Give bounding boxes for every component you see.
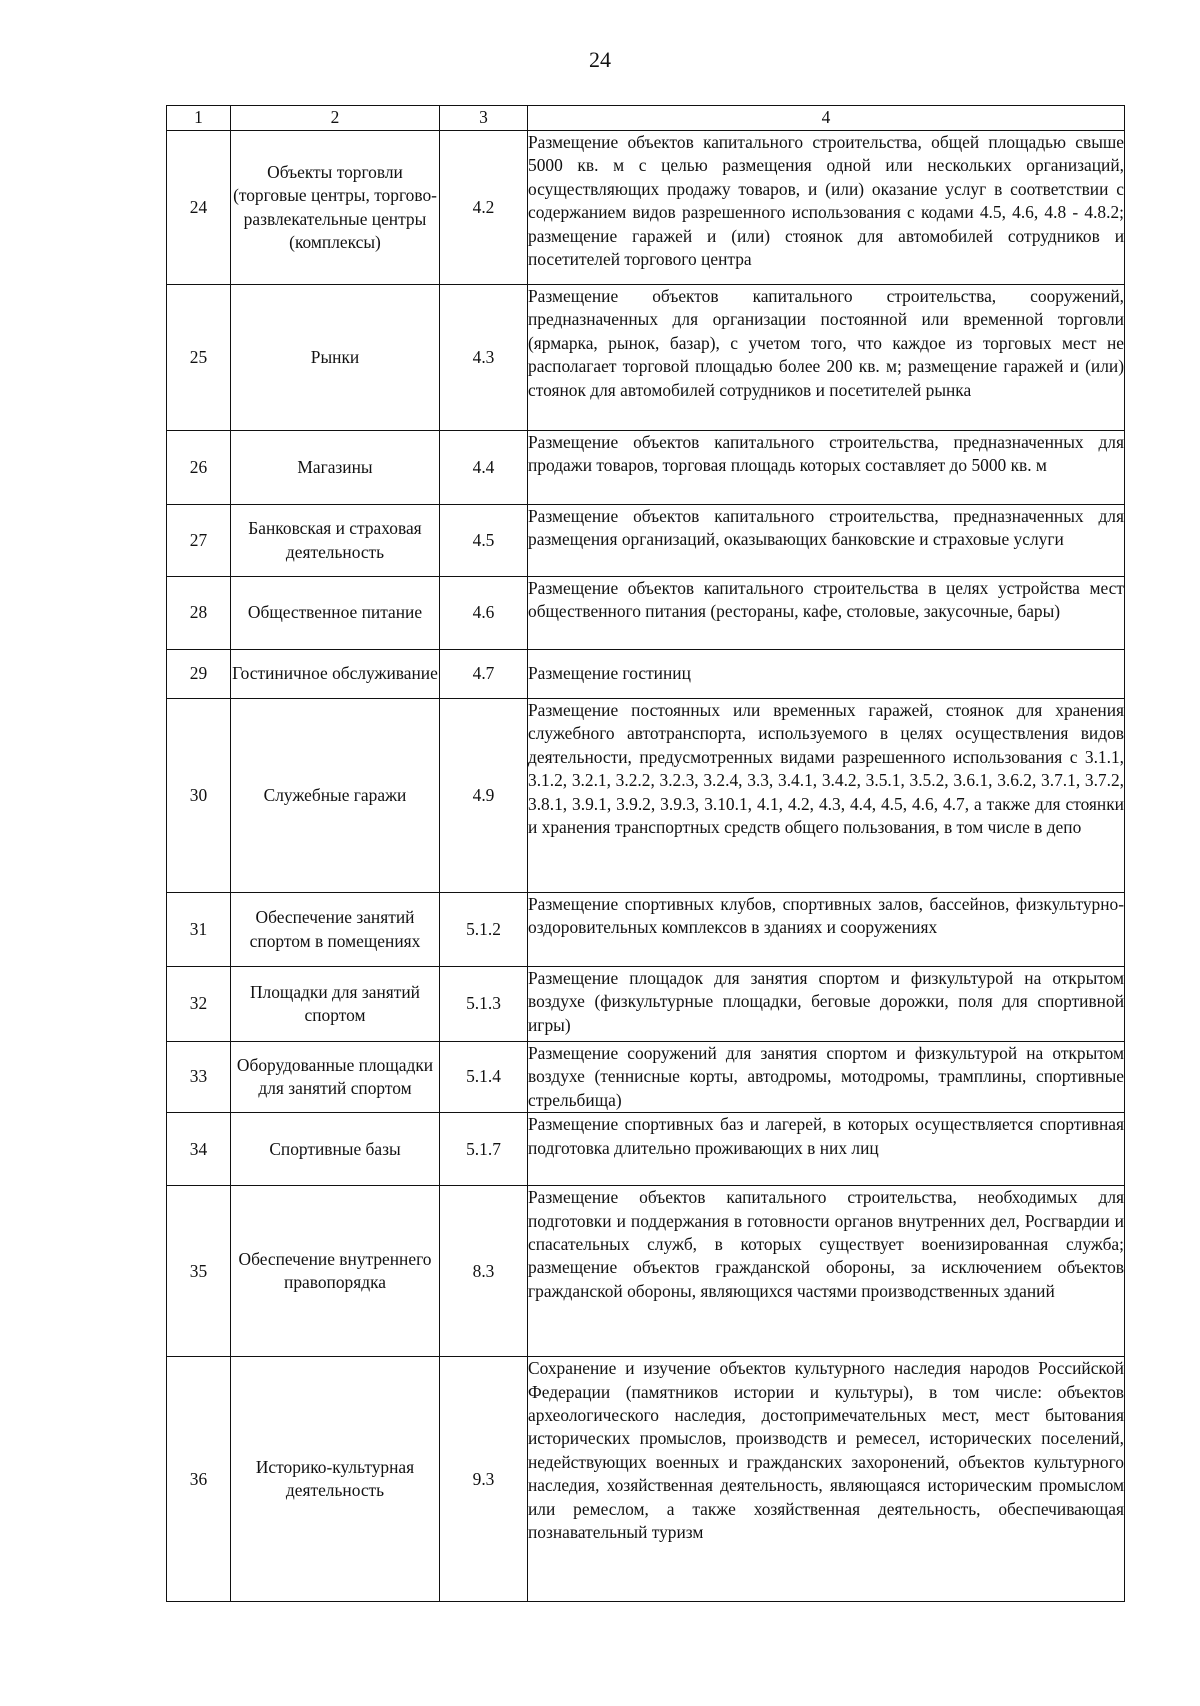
header-cell-number: 1: [167, 106, 231, 131]
header-cell-name: 2: [231, 106, 440, 131]
table-row: [167, 431, 1125, 505]
row-number: 28: [167, 577, 231, 650]
row-code: 4.3: [440, 285, 528, 431]
table-row: [167, 650, 1125, 699]
table-row: [167, 285, 1125, 431]
table-header-row: [167, 106, 1125, 131]
row-description: Размещение объектов капитального строительства, предназначенных для размещения организаций, оказывающих банковские и страховые услуги: [528, 505, 1125, 577]
row-number: 32: [167, 967, 231, 1042]
row-code: 4.9: [440, 699, 528, 893]
table-row: [167, 1113, 1125, 1186]
table-row: [167, 577, 1125, 650]
row-number: 27: [167, 505, 231, 577]
row-name: Оборудованные площадки для занятий спортом: [231, 1042, 440, 1113]
row-description: Размещение сооружений для занятия спортом и физкультурой на открытом воздухе (теннисные корты, автодромы, мотодромы, трамплины, спортивные стрельбища): [528, 1042, 1125, 1113]
row-code: 5.1.3: [440, 967, 528, 1042]
row-number: 31: [167, 893, 231, 967]
row-number: 24: [167, 131, 231, 285]
row-code: 5.1.7: [440, 1113, 528, 1186]
row-number: 33: [167, 1042, 231, 1113]
row-number: 29: [167, 650, 231, 699]
row-name: Обеспечение занятий спортом в помещениях: [231, 893, 440, 967]
header-cell-code: 3: [440, 106, 528, 131]
row-number: 35: [167, 1186, 231, 1357]
row-name: Обеспечение внутреннего правопорядка: [231, 1186, 440, 1357]
table-row: [167, 893, 1125, 967]
row-description: Размещение спортивных баз и лагерей, в которых осуществляется спортивная подготовка длительно проживающих в них лиц: [528, 1113, 1125, 1186]
row-description: Размещение объектов капитального строительства, сооружений, предназначенных для организации постоянной или временной торговли (ярмарка, рынок, базар), с учетом того, что каждое из торговых мест не располагает торговой площадью более 200 кв. м; размещение гаражей и (или) стоянок для автомобилей сотрудников и посетителей рынка: [528, 285, 1125, 431]
table-row: [167, 505, 1125, 577]
page-number: 24: [589, 47, 611, 72]
row-code: 8.3: [440, 1186, 528, 1357]
table-row: [167, 1357, 1125, 1602]
row-code: 9.3: [440, 1357, 528, 1602]
table-row: [167, 967, 1125, 1042]
row-code: 4.5: [440, 505, 528, 577]
row-name: Объекты торговли (торговые центры, торгово-развлекательные центры (комплексы): [231, 131, 440, 285]
row-description: Размещение постоянных или временных гаражей, стоянок для хранения служебного автотранспорта, используемого в целях осуществления видов деятельности, предусмотренных видами разрешенного использования с 3.1.1, 3.1.2, 3.2.1, 3.2.2, 3.2.3, 3.2.4, 3.3, 3.4.1, 3.4.2, 3.5.1, 3.5.2, 3.6.1, 3.6.2, 3.7.1, 3.7.2, 3.8.1, 3.9.1, 3.9.2, 3.9.3, 3.10.1, 4.1, 4.2, 4.3, 4.4, 4.5, 4.6, 4.7, а также для стоянки и хранения транспортных средств общего пользования, в том числе в депо: [528, 699, 1125, 893]
row-code: 5.1.4: [440, 1042, 528, 1113]
row-name: Рынки: [231, 285, 440, 431]
row-code: 4.2: [440, 131, 528, 285]
row-number: 30: [167, 699, 231, 893]
row-number: 25: [167, 285, 231, 431]
row-name: Площадки для занятий спортом: [231, 967, 440, 1042]
row-description: Размещение спортивных клубов, спортивных залов, бассейнов, физкультурно-оздоровительных комплексов в зданиях и сооружениях: [528, 893, 1125, 967]
row-code: 4.7: [440, 650, 528, 699]
row-name: Магазины: [231, 431, 440, 505]
row-name: Банковская и страховая деятельность: [231, 505, 440, 577]
row-number: 36: [167, 1357, 231, 1602]
row-description: Размещение объектов капитального строительства, общей площадью свыше 5000 кв. м с целью размещения одной или нескольких организаций, осуществляющих продажу товаров, и (или) оказание услуг в соответствии с содержанием видов разрешенного использования с кодами 4.5, 4.6, 4.8 - 4.8.2; размещение гаражей и (или) стоянок для автомобилей сотрудников и посетителей торгового центра: [528, 131, 1125, 285]
header-cell-description: 4: [528, 106, 1125, 131]
row-name: Историко-культурная деятельность: [231, 1357, 440, 1602]
row-name: Гостиничное обслуживание: [231, 650, 440, 699]
row-code: 5.1.2: [440, 893, 528, 967]
row-name: Общественное питание: [231, 577, 440, 650]
row-description: Размещение объектов капитального строительства, необходимых для подготовки и поддержания в готовности органов внутренних дел, Росгвардии и спасательных служб, в которых существует военизированная служба; размещение объектов гражданской обороны, за исключением объектов гражданской обороны, являющихся частями производственных зданий: [528, 1186, 1125, 1357]
table-row: [167, 131, 1125, 285]
row-code: 4.6: [440, 577, 528, 650]
row-number: 34: [167, 1113, 231, 1186]
land-use-table: [166, 105, 1125, 1602]
row-description: Размещение площадок для занятия спортом и физкультурой на открытом воздухе (физкультурные площадки, беговые дорожки, поля для спортивной игры): [528, 967, 1125, 1042]
row-description: Размещение объектов капитального строительства в целях устройства мест общественного питания (рестораны, кафе, столовые, закусочные, бары): [528, 577, 1125, 650]
row-description: Размещение объектов капитального строительства, предназначенных для продажи товаров, торговая площадь которых составляет до 5000 кв. м: [528, 431, 1125, 505]
row-name: Спортивные базы: [231, 1113, 440, 1186]
table-row: [167, 699, 1125, 893]
row-description: Сохранение и изучение объектов культурного наследия народов Российской Федерации (памятников истории и культуры), в том числе: объектов археологического наследия, достопримечательных мест, мест бытования исторических промыслов, производств и ремесел, исторических поселений, недействующих военных и гражданских захоронений, объектов культурного наследия, хозяйственная деятельность, являющаяся историческим промыслом или ремеслом, а также хозяйственная деятельность, обеспечивающая познавательный туризм: [528, 1357, 1125, 1602]
row-description: Размещение гостиниц: [528, 650, 1125, 699]
row-name: Служебные гаражи: [231, 699, 440, 893]
row-code: 4.4: [440, 431, 528, 505]
row-number: 26: [167, 431, 231, 505]
table-row: [167, 1042, 1125, 1113]
table-row: [167, 1186, 1125, 1357]
